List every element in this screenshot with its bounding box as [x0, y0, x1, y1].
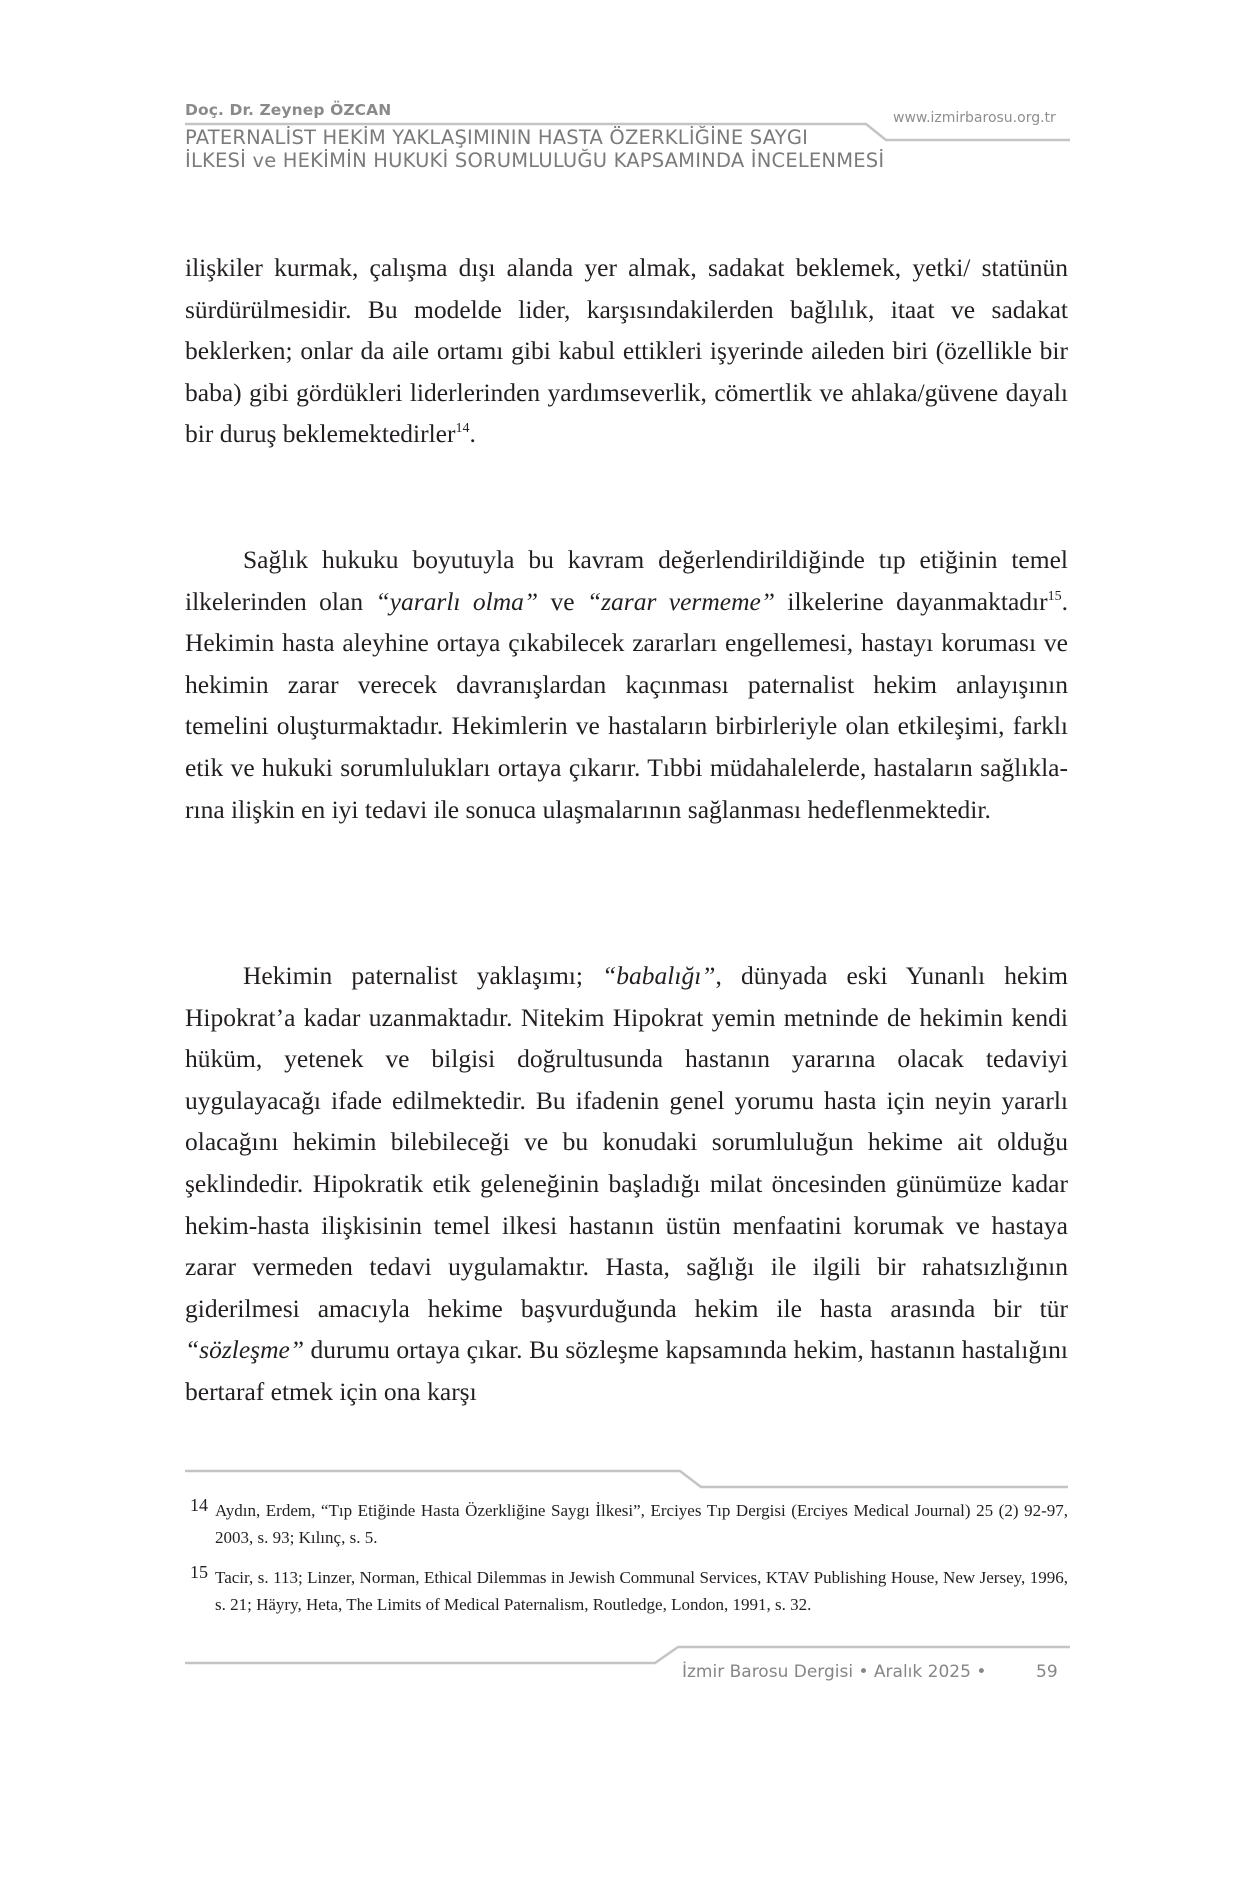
header-rule	[185, 124, 1070, 140]
footer-rule	[185, 1647, 1070, 1663]
footnote-separator-rule	[185, 1471, 1068, 1487]
emphasis-text: “zarar vermeme”	[586, 586, 775, 616]
page-number: 59	[1036, 1662, 1058, 1682]
paragraph-text: . Hekimin hasta aleyhine ortaya çıkabilecek zararları engellemesi, hastayı koruması ve hekimin zarar verecek davranışlardan kaçınması paternalist hekim anlayışının temelini oluşturmaktadır. Hekimlerin ve hastaların birbirleriyle olan etkileşimi, farklı etik ve hukuki sorumlulukları ortaya çıkarır. Tıbbi müdahalelerde, hastaların sağlıklarına ilişkin en iyi tedavi ile sonuca ulaşmalarının sağlanması hedeflenmektedir.	[185, 586, 1068, 824]
footnote-14	[185, 1495, 1068, 1551]
footnote-reference-14[interactable]: 14	[455, 421, 470, 437]
running-header-website: www.izmirbarosu.org.tr	[893, 110, 1056, 126]
paragraph-text: .	[469, 419, 476, 449]
footnote-text: Tacir, s. 113; Linzer, Norman, Ethical Dilemmas in Jewish Communal Services, KTAV Publishing House, New Jersey, 1996, s. 21; Häyry, Heta, The Limits of Medical Paternalism, Routledge, London, 1991, s. 32.	[215, 1568, 1068, 1614]
footnote-text: Aydın, Erdem, “Tıp Etiğinde Hasta Özerkliğine Saygı İlkesi”, Erciyes Tıp Dergisi (Erciyes Medical Journal) 25 (2) 92-97, 2003, s. 93; Kılınç, s. 5.	[215, 1501, 1068, 1547]
paragraph-text: ilişkiler kurmak, çalışma dışı alanda yer almak, sadakat beklemek, yetki/ statünün sürdürülmesidir. Bu modelde lider, karşısındakilerden bağlılık, itaat ve sadakat beklerken; onlar da aile ortamı gibi kabul ettikleri işyerinde aileden biri (özellikle bir baba) gibi gördükleri liderlerinden yardımseverlik, cömertlik ve ahlaka/güvene dayalı bir duruş beklemektedirler	[185, 253, 1068, 449]
emphasis-text: “babalığı”	[602, 961, 716, 990]
body-paragraph-2	[185, 539, 1068, 830]
footer-journal-info: İzmir Barosu Dergisi • Aralık 2025 •	[682, 1662, 987, 1682]
body-paragraph-1	[185, 247, 1068, 455]
running-header-title-line-2: İLKESİ ve HEKİMİN HUKUKİ SORUMLULUĞU KAPSAMINDA İNCELENMESİ	[185, 149, 885, 172]
paragraph-text: Hekimin paternalist yaklaşımı;	[243, 961, 603, 990]
emphasis-text: “yararlı olma”	[375, 586, 539, 616]
running-header-title-line-1: PATERNALİST HEKİM YAKLAŞIMININ HASTA ÖZERKLİĞİNE SAYGI	[185, 126, 809, 149]
footnote-15	[185, 1562, 1068, 1618]
body-paragraph-3	[185, 955, 1068, 1413]
paragraph-text: Sağlık hukuku boyutuyla bu kavram değerlendirildiğinde tıp etiğinin temel ilkelerinden olan	[185, 545, 1068, 616]
emphasis-text: “sözleşme”	[185, 1335, 305, 1365]
paragraph-text: durumu ortaya çıkar. Bu sözleşme kapsamında hekim, hastanın hastalığını bertaraf etmek için ona karşı	[185, 1335, 1068, 1406]
footnote-number: 15	[190, 1562, 208, 1582]
paragraph-text: ve	[538, 586, 587, 616]
paragraph-text: ilkelerine dayanmaktadır	[775, 586, 1048, 616]
footnote-reference-15[interactable]: 15	[1047, 588, 1062, 604]
paragraph-text: , dünyada eski Yunanlı hekim Hipokrat’a kadar uzanmaktadır. Nitekim Hipokrat yemin metninde de hekimin kendi hüküm, yetenek ve bilgisi doğrultusunda hastanın yararına olacak tedaviyi uygulayacağı ifade edilmektedir. Bu ifadenin genel yorumu hasta için neyin yararlı olacağını hekimin bilebileceği ve bu konudaki sorumluluğun hekime ait olduğu şeklindedir. Hipokratik etik geleneğinin başladığı milat öncesinden günümüze kadar hekim-hasta ilişkisinin temel ilkesi hastanın üstün menfaatini korumak ve hastaya zarar vermeden tedavi uygulamaktır. Hasta, sağlığı ile ilgili bir rahatsızlığının giderilmesi amacıyla hekime başvurduğunda hekim ile hasta arasında bir tür	[185, 961, 1068, 1323]
footnote-number: 14	[190, 1495, 208, 1515]
running-header-author: Doç. Dr. Zeynep ÖZCAN	[185, 101, 392, 119]
